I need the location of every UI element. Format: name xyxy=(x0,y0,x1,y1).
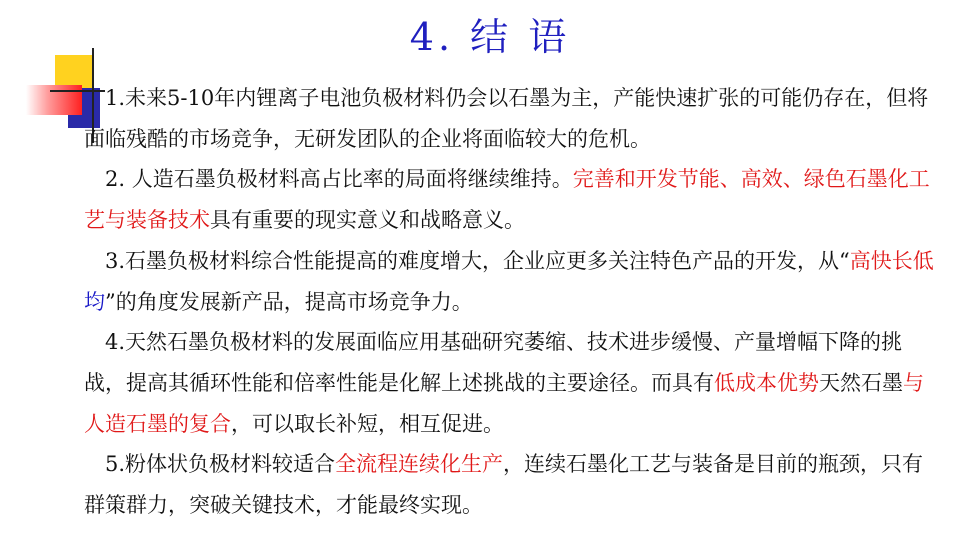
text-segment: 2. 人造石墨负极材料高占比率的局面将继续维持。 xyxy=(105,167,573,192)
highlight-red: 完善和开发节能、高效、绿色石墨化工艺与装备技术 xyxy=(84,167,930,233)
paragraph-5 xyxy=(84,444,934,525)
text-segment: ，可以取长补短，相互促进。 xyxy=(231,411,504,436)
text-segment: 具有重要的现实意义和战略意义。 xyxy=(210,208,525,233)
slide-body xyxy=(84,78,934,526)
highlight-red: 与人造石墨的复合 xyxy=(84,370,924,436)
paragraph-2 xyxy=(84,159,934,240)
text-segment: 5.粉体状负极材料较适合 xyxy=(105,452,336,477)
paragraph-4 xyxy=(84,322,934,444)
paragraph-1 xyxy=(84,78,934,159)
slide-title: 4. 结 语 xyxy=(409,15,571,59)
paragraph-3 xyxy=(84,241,934,322)
text-segment: 1.未来5-10年内锂离子电池负极材料仍会以石墨为主，产能快速扩张的可能仍存在，但将面临残酷的市场竞争，无研发团队的企业将面临较大的危机。 xyxy=(84,86,929,151)
text-segment: ，连续石墨化工艺与装备是目前的瓶颈，只有群策群力，突破关键技术，才能最终实现。 xyxy=(84,452,924,518)
highlight-red: 低成本优势 xyxy=(714,370,819,395)
text-segment: 4.天然石墨负极材料的发展面临应用基础研究萎缩、技术进步缓慢、产量增幅下降的挑战，提高其循环性能和倍率性能是化解上述挑战的主要途径。而具有 xyxy=(84,330,903,395)
text-segment: 3.石墨负极材料综合性能提高的难度增大，企业应更多关注特色产品的开发，从“ xyxy=(105,248,850,273)
highlight-red: 全流程连续化生产 xyxy=(335,452,504,477)
text-segment: 天然石墨 xyxy=(819,370,903,395)
highlight-red: 高快长低 xyxy=(849,248,934,273)
highlight-blue: 均 xyxy=(84,289,105,314)
text-segment: ”的角度发展新产品，提高市场竞争力。 xyxy=(105,289,473,314)
